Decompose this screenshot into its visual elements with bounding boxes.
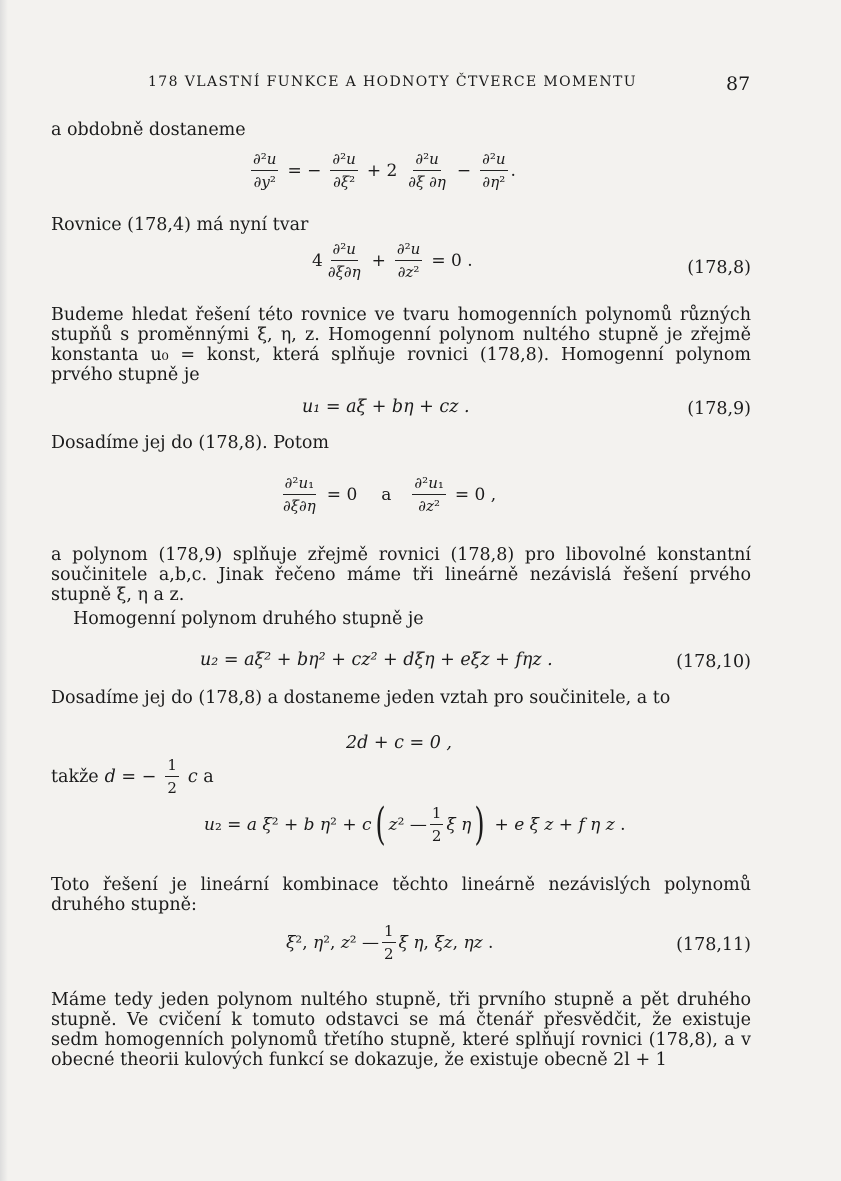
paragraph-4: Dosadíme jej do (178,8). Potom xyxy=(51,433,330,453)
equation-2d-plus-c: 2d + c = 0 , xyxy=(346,733,452,753)
running-header: 178 VLASTNÍ FUNKCE A HODNOTY ČTVERCE MOMENTU xyxy=(148,74,637,90)
equation-number-178-11: (178,11) xyxy=(676,935,751,955)
equation-number-178-9: (178,9) xyxy=(687,399,751,419)
equation-178-11: ξ², η², z² — $\frac{1}{2}$ ξ η, ξz, ηz . xyxy=(286,922,494,963)
equation-d2u-dy2: $\frac{\text{∂²u}}{\text{∂y²}}$ = − $\frac{\text{∂²u}}{\text{∂ξ²}}$ + 2 $\frac{\text{∂²u}}{\partial\xi \partial\eta}$ − $\frac{\text{∂²u}}{\text{∂η²}}$ . xyxy=(253,150,516,191)
paragraph-9: Toto řešení je lineární kombinace těchto lineárně nezávislých polynomů druhého stupně: xyxy=(51,875,751,915)
equation-d-value: takže d = − $\frac{1}{2}$ c a xyxy=(51,756,214,797)
equation-u2-reduced: u₂ = a ξ² + b η² + c ( z² — $\frac{1}{2}$ ξ η ) + e ξ z + f η z . xyxy=(204,798,626,850)
paragraph-6: Homogenní polynom druhého stupně je xyxy=(73,609,424,629)
equation-number-178-10: (178,10) xyxy=(676,652,751,672)
equation-178-10: u₂ = aξ² + bη² + cz² + dξη + eξz + fηz . xyxy=(200,650,553,670)
equation-number-178-8: (178,8) xyxy=(687,258,751,278)
paragraph-1: a obdobně dostaneme xyxy=(51,120,246,140)
page-number: 87 xyxy=(726,73,751,95)
equation-178-8: 4 $\frac{\text{∂²u}}{\partial\xi\partial\eta}$ + $\frac{\text{∂²u}}{\text{∂z²}}$ = 0 . xyxy=(312,240,473,281)
paragraph-3: Budeme hledat řešení této rovnice ve tvaru homogenních polynomů různých stupňů s proměnnými ξ, η, z. Homogenní polynom nultého stupně je zřejmě konstanta u₀ = konst, která splňuje rovnici (178,8). Homogenní polynom prvého stupně je xyxy=(51,305,751,385)
paragraph-2: Rovnice (178,4) má nyní tvar xyxy=(51,215,309,235)
text-takze: takže xyxy=(51,766,99,787)
page-spine-shadow xyxy=(0,0,8,1181)
equation-178-9: u₁ = aξ + bη + cz . xyxy=(302,397,470,417)
paragraph-5: a polynom (178,9) splňuje zřejmě rovnici (178,8) pro libovolné konstantní součinitele a,b,c. Jinak řečeno máme tři lineárně nezávislá řešení prvého stupně ξ, η a z. xyxy=(51,545,751,605)
paragraph-10: Máme tedy jeden polynom nultého stupně, tři prvního stupně a pět druhého stupně. Ve cvičení k tomuto odstavci se má čtenář přesvědčit, že existuje sedm homogenních polynomů třetího stupně, které splňují rovnici (178,8), a v obecné theorii kulových funkcí se dokazuje, že existuje obecně 2l + 1 xyxy=(51,990,751,1070)
equation-second-derivatives-u1: $\frac{\text{∂²u₁}}{\partial\xi\partial\eta}$ = 0 a $\frac{\text{∂²u₁}}{\text{∂z²}}$ = 0 , xyxy=(283,474,497,515)
paragraph-7: Dosadíme jej do (178,8) a dostaneme jeden vztah pro součinitele, a to xyxy=(51,688,671,708)
